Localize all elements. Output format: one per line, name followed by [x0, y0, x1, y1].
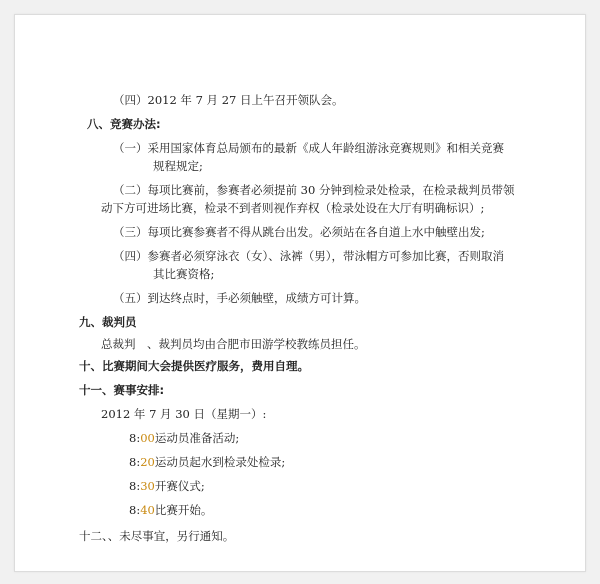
- schedule-hour: 8:: [129, 431, 141, 445]
- leaders-meeting-line: （四）2012 年 7 月 27 日上午召开领队会。: [113, 93, 344, 107]
- rule-1-continued: 规程规定;: [153, 159, 203, 173]
- schedule-item: [129, 431, 239, 445]
- schedule-text: 比赛开始。: [154, 503, 213, 517]
- schedule-text: 开赛仪式;: [154, 479, 205, 493]
- rule-2-continued: 动下方可进场比赛，检录不到者则视作弃权（检录处设在大厅有明确标识）;: [101, 201, 485, 215]
- schedule-item: [129, 479, 205, 493]
- document-page: [14, 14, 586, 572]
- schedule-text: 运动员准备活动;: [154, 431, 240, 445]
- section-9-heading: 九、裁判员: [79, 315, 137, 329]
- schedule-text: 运动员起水到检录处检录;: [154, 455, 286, 469]
- schedule-date: 2012 年 7 月 30 日（星期一）:: [101, 407, 267, 421]
- schedule-hour: 8:: [129, 455, 141, 469]
- schedule-hour: 8:: [129, 479, 141, 493]
- rule-2-line: （二）每项比赛前，参赛者必须提前 30 分钟到检录处检录，在检录裁判员带领: [113, 183, 515, 197]
- schedule-hour: 8:: [129, 503, 141, 517]
- schedule-minute: 20: [140, 455, 155, 469]
- schedule-minute: 40: [140, 503, 155, 517]
- section-8-heading: 八、竞赛办法:: [87, 117, 161, 131]
- rule-5-line: （五）到达终点时，手必须触壁，成绩方可计算。: [113, 291, 366, 305]
- schedule-item: [129, 503, 212, 517]
- section-12-line: 十二、、未尽事宜，另行通知。: [79, 529, 235, 543]
- rule-4-continued: 其比赛资格;: [153, 267, 215, 281]
- section-11-heading: 十一、赛事安排:: [79, 383, 165, 397]
- section-10-heading: 十、比赛期间大会提供医疗服务，费用自理。: [79, 359, 309, 373]
- schedule-minute: 30: [140, 479, 155, 493]
- rule-3-line: （三）每项比赛参赛者不得从跳台出发。必须站在各自道上水中触壁出发;: [113, 225, 485, 239]
- schedule-minute: 00: [140, 431, 155, 445]
- rule-4-line: （四）参赛者必须穿泳衣（女）、泳裤（男），带泳帽方可参加比赛，否则取消: [113, 249, 504, 263]
- schedule-item: [129, 455, 285, 469]
- referee-line: 总裁判 、裁判员均由合肥市田游学校教练员担任。: [101, 337, 366, 351]
- rule-1-line: （一）采用国家体育总局颁布的最新《成人年龄组游泳竞赛规则》和相关竞赛: [113, 141, 504, 155]
